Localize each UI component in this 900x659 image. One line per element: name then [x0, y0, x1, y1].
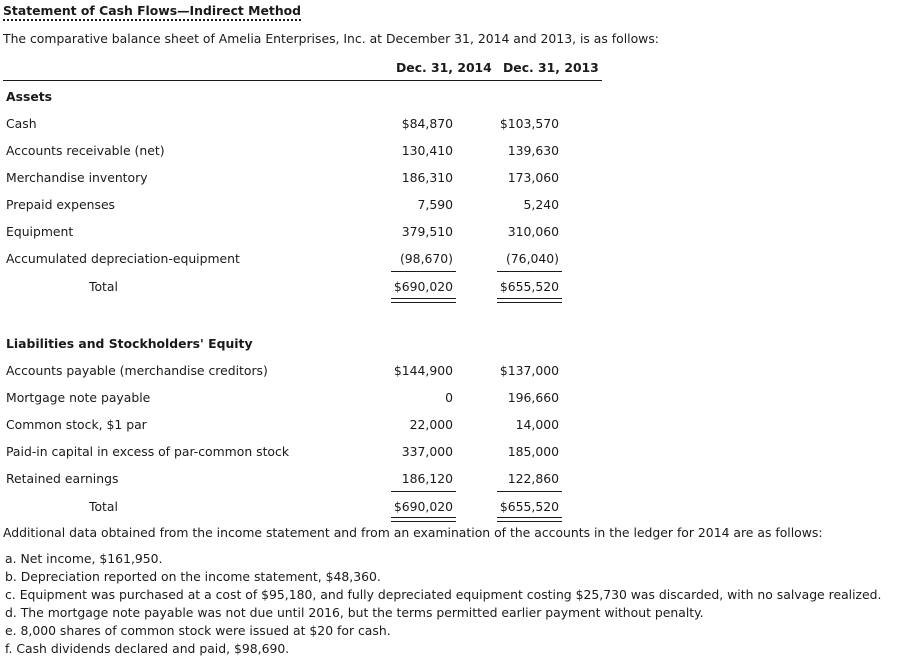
row-label: Accounts receivable (net)	[6, 143, 165, 158]
table-row	[0, 417, 600, 433]
row-label: Prepaid expenses	[6, 197, 116, 212]
note-item: c. Equipment was purchased at a cost of $95,180, and fully depreciated equipment costing $25,730 was discarded, with no salvage realized.	[5, 587, 882, 602]
table-row	[0, 224, 600, 240]
total-double-rule-2013	[497, 517, 562, 522]
total-2013: $655,520	[499, 279, 559, 294]
row-label: Accounts payable (merchandise creditors)	[6, 363, 268, 378]
value-2013: 185,000	[507, 444, 559, 459]
total-double-rule-2013	[497, 298, 562, 303]
table-row	[0, 170, 600, 186]
value-2013: $137,000	[499, 363, 559, 378]
subtotal-rule-2014	[391, 491, 456, 492]
additional-data-text: Additional data obtained from the income statement and from an examination of the accounts in the ledger for 2014 are as follows:	[3, 525, 823, 540]
column-header-2014: Dec. 31, 2014	[396, 60, 492, 75]
table-row	[0, 363, 600, 379]
row-label: Paid-in capital in excess of par-common stock	[6, 444, 290, 459]
note-item: e. 8,000 shares of common stock were issued at $20 for cash.	[5, 623, 391, 638]
value-2013: 14,000	[515, 417, 559, 432]
note-item: d. The mortgage note payable was not due until 2016, but the terms permitted earlier payment without penalty.	[5, 605, 704, 620]
total-row	[0, 499, 600, 515]
total-2014: $690,020	[393, 499, 453, 514]
assets-heading: Assets	[6, 89, 53, 104]
liabilities-heading: Liabilities and Stockholders' Equity	[6, 336, 253, 351]
table-row	[0, 390, 600, 406]
row-label: Cash	[6, 116, 37, 131]
value-2013: (76,040)	[505, 251, 559, 266]
value-2014: 130,410	[401, 143, 453, 158]
value-2013: 122,860	[507, 471, 559, 486]
table-row	[0, 471, 600, 487]
page-title: Statement of Cash Flows—Indirect Method	[3, 3, 301, 21]
total-double-rule-2014	[391, 298, 456, 303]
value-2014: 186,310	[401, 170, 453, 185]
column-header-2013: Dec. 31, 2013	[503, 60, 599, 75]
value-2014: $144,900	[393, 363, 453, 378]
value-2014: 379,510	[401, 224, 453, 239]
subtotal-rule-2013	[497, 491, 562, 492]
total-2013: $655,520	[499, 499, 559, 514]
intro-text: The comparative balance sheet of Amelia Enterprises, Inc. at December 31, 2014 and 2013, is as follows:	[3, 31, 659, 46]
notes-list	[5, 550, 881, 658]
value-2013: 196,660	[507, 390, 559, 405]
value-2013: 173,060	[507, 170, 559, 185]
value-2013: $103,570	[499, 116, 559, 131]
value-2013: 5,240	[523, 197, 559, 212]
total-row	[0, 279, 600, 295]
row-label: Merchandise inventory	[6, 170, 148, 185]
value-2013: 139,630	[507, 143, 559, 158]
row-label: Mortgage note payable	[6, 390, 151, 405]
table-row	[0, 116, 600, 132]
note-item: a. Net income, $161,950.	[5, 551, 163, 566]
total-label: Total	[89, 279, 118, 294]
value-2014: (98,670)	[399, 251, 453, 266]
subtotal-rule-2013	[497, 271, 562, 272]
row-label: Accumulated depreciation-equipment	[6, 251, 240, 266]
note-item: f. Cash dividends declared and paid, $98,690.	[5, 641, 290, 656]
subtotal-rule-2014	[391, 271, 456, 272]
row-label: Retained earnings	[6, 471, 119, 486]
table-row	[0, 251, 600, 267]
header-divider	[3, 80, 602, 81]
row-label: Equipment	[6, 224, 74, 239]
total-double-rule-2014	[391, 517, 456, 522]
total-label: Total	[89, 499, 118, 514]
value-2014: 337,000	[401, 444, 453, 459]
table-row	[0, 444, 600, 460]
value-2013: 310,060	[507, 224, 559, 239]
row-label: Common stock, $1 par	[6, 417, 147, 432]
table-row	[0, 197, 600, 213]
value-2014: 7,590	[417, 197, 453, 212]
total-2014: $690,020	[393, 279, 453, 294]
value-2014: 186,120	[401, 471, 453, 486]
value-2014: $84,870	[401, 116, 453, 131]
value-2014: 22,000	[409, 417, 453, 432]
value-2014: 0	[445, 390, 453, 405]
table-row	[0, 143, 600, 159]
note-item: b. Depreciation reported on the income statement, $48,360.	[5, 569, 381, 584]
